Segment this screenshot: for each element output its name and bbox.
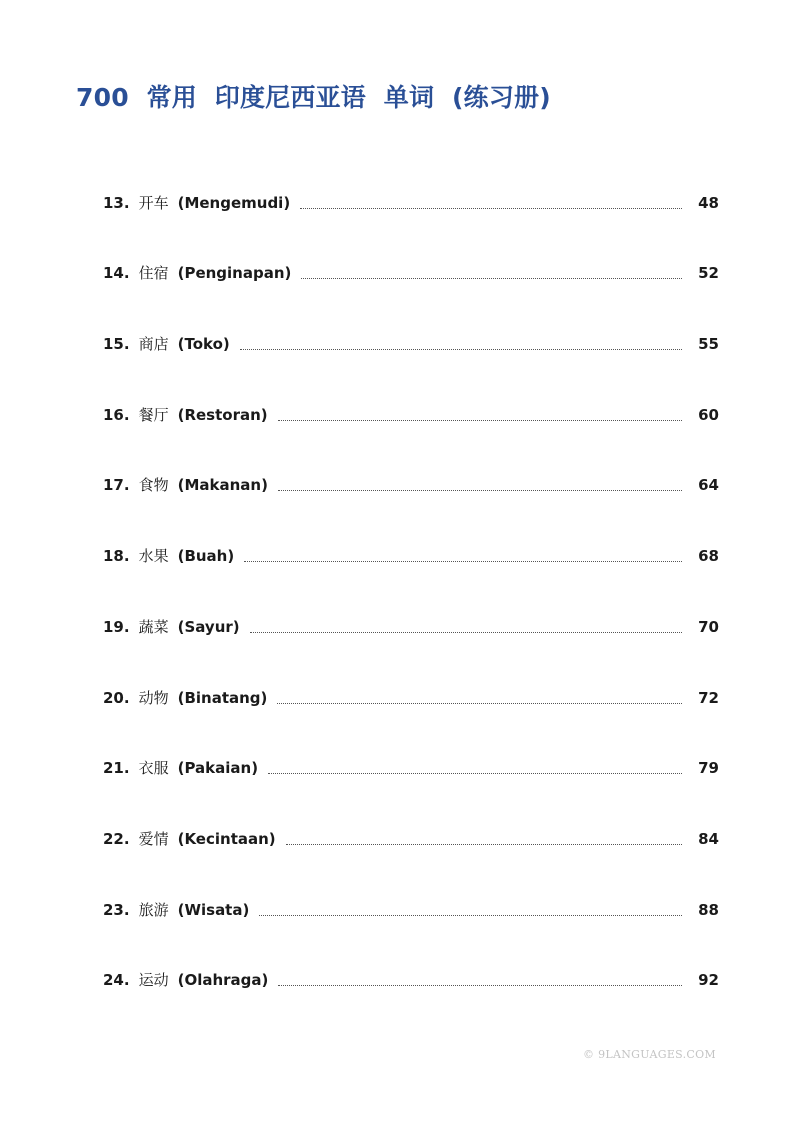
toc-dot-leader [259,915,682,916]
toc-dot-leader [278,490,682,491]
toc-chinese-title: 爱情 [138,829,169,848]
toc-chinese-title: 动物 [138,688,169,707]
toc-dot-leader [240,349,682,350]
toc-page-number: 48 [698,193,719,212]
toc-entry[interactable] [103,684,719,755]
toc-chinese-title: 商店 [138,335,169,354]
toc-entry[interactable] [103,401,719,472]
toc-indonesian-title: (Mengemudi) [177,193,291,212]
toc-indonesian-title: (Olahraga) [177,971,269,990]
toc-chinese-title: 住宿 [138,264,169,283]
toc-page-number: 68 [698,547,719,566]
page-title: 700 常用 印度尼西亚语 单词 (练习册) [76,83,551,112]
toc-chinese-title: 蔬菜 [138,617,169,636]
toc-dot-leader [301,278,682,279]
toc-number: 22. [103,829,130,848]
copyright-watermark: © 9LANGUAGES.COM [583,1048,716,1061]
toc-number: 21. [103,759,130,778]
toc-page-number: 70 [698,617,719,636]
table-of-contents [103,189,719,1037]
toc-number: 15. [103,335,130,354]
toc-chinese-title: 旅游 [138,900,169,919]
toc-number: 14. [103,264,130,283]
toc-page-number: 55 [698,335,719,354]
toc-page-number: 72 [698,688,719,707]
toc-number: 18. [103,547,130,566]
toc-entry[interactable] [103,542,719,613]
toc-number: 19. [103,617,130,636]
toc-page-number: 92 [698,971,719,990]
toc-number: 13. [103,193,130,212]
toc-dot-leader [300,208,682,209]
toc-indonesian-title: (Restoran) [177,405,268,424]
toc-dot-leader [268,773,682,774]
toc-indonesian-title: (Penginapan) [177,264,292,283]
toc-page-number: 60 [698,405,719,424]
toc-chinese-title: 餐厅 [138,405,169,424]
toc-entry[interactable] [103,613,719,684]
toc-indonesian-title: (Wisata) [177,900,250,919]
toc-dot-leader [278,985,682,986]
toc-indonesian-title: (Toko) [177,335,230,354]
toc-number: 20. [103,688,130,707]
toc-entry[interactable] [103,755,719,826]
toc-entry[interactable] [103,330,719,401]
toc-indonesian-title: (Kecintaan) [177,829,276,848]
toc-dot-leader [277,703,682,704]
toc-entry[interactable] [103,472,719,543]
toc-chinese-title: 食物 [138,476,169,495]
toc-number: 23. [103,900,130,919]
toc-page-number: 88 [698,900,719,919]
toc-chinese-title: 衣服 [138,759,169,778]
toc-number: 24. [103,971,130,990]
toc-entry[interactable] [103,260,719,331]
toc-indonesian-title: (Buah) [177,547,235,566]
toc-entry[interactable] [103,189,719,260]
toc-entry[interactable] [103,967,719,1038]
toc-number: 16. [103,405,130,424]
toc-number: 17. [103,476,130,495]
toc-chinese-title: 开车 [138,193,169,212]
toc-indonesian-title: (Sayur) [177,617,240,636]
toc-indonesian-title: (Makanan) [177,476,268,495]
toc-page-number: 52 [698,264,719,283]
toc-page-number: 79 [698,759,719,778]
toc-entry[interactable] [103,825,719,896]
toc-chinese-title: 运动 [138,971,169,990]
toc-page-number: 84 [698,829,719,848]
toc-dot-leader [286,844,682,845]
toc-entry[interactable] [103,896,719,967]
toc-dot-leader [250,632,683,633]
toc-dot-leader [278,420,682,421]
toc-dot-leader [244,561,682,562]
toc-chinese-title: 水果 [138,547,169,566]
toc-page-number: 64 [698,476,719,495]
toc-indonesian-title: (Pakaian) [177,759,259,778]
toc-indonesian-title: (Binatang) [177,688,268,707]
